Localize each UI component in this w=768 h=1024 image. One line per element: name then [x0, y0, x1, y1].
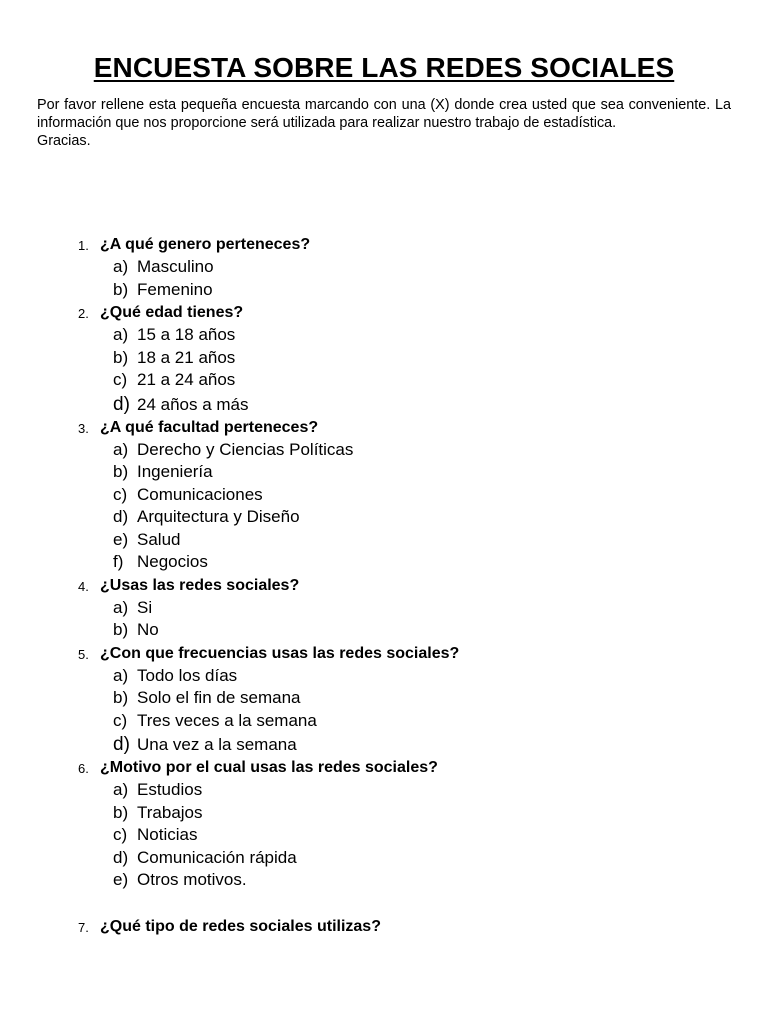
option-text: Estudios: [137, 780, 203, 799]
option-text: No: [137, 620, 159, 639]
option-list: [0, 665, 768, 757]
question-number: 6.: [78, 761, 89, 776]
answer-option[interactable]: [0, 619, 768, 642]
option-letter: b): [113, 688, 129, 707]
answer-option[interactable]: [0, 506, 768, 529]
answer-option[interactable]: [0, 484, 768, 507]
option-letter: b): [113, 279, 129, 299]
option-letter: b): [113, 462, 129, 481]
option-letter: a): [113, 439, 129, 459]
option-letter: b): [113, 802, 129, 822]
question-1: [0, 233, 768, 301]
option-list: [0, 324, 768, 416]
answer-option[interactable]: [0, 439, 768, 462]
option-letter: d): [113, 393, 130, 415]
question-4: [0, 574, 768, 642]
option-text: 21 a 24 años: [137, 370, 236, 389]
intro-block: [37, 96, 731, 150]
answer-option[interactable]: [0, 847, 768, 870]
answer-option[interactable]: [0, 869, 768, 892]
option-list: [0, 779, 768, 892]
option-letter: a): [113, 257, 129, 276]
answer-option[interactable]: [0, 529, 768, 552]
answer-option[interactable]: [0, 461, 768, 484]
answer-option[interactable]: [0, 256, 768, 279]
option-text: 15 a 18 años: [137, 325, 236, 344]
question-text: ¿Motivo por el cual usas las redes sociales?: [100, 759, 438, 776]
answer-option[interactable]: [0, 392, 768, 416]
option-letter: d): [113, 734, 130, 755]
question-7: [0, 915, 768, 938]
question-text: ¿Usas las redes sociales?: [100, 576, 300, 594]
question-text: ¿Qué edad tienes?: [100, 304, 244, 321]
answer-option[interactable]: [0, 802, 768, 825]
option-text: Si: [137, 597, 153, 617]
option-text: Derecho y Ciencias Políticas: [137, 439, 354, 459]
option-text: Arquitectura y Diseño: [137, 507, 300, 526]
intro-paragraph: Por favor rellene esta pequeña encuesta marcando con una (X) donde crea usted que sea conveniente. La información que nos proporcione será utilizada para realizar nuestro trabajo de estadística.: [37, 97, 731, 131]
question-text: ¿A qué genero perteneces?: [100, 236, 311, 253]
question-header: [0, 301, 768, 324]
option-text: Una vez a la semana: [137, 735, 297, 754]
question-header: [0, 756, 768, 779]
question-text: ¿Qué tipo de redes sociales utilizas?: [100, 917, 381, 935]
question-2: [0, 301, 768, 416]
option-letter: a): [113, 665, 129, 685]
question-header: [0, 574, 768, 597]
option-text: Otros motivos.: [137, 870, 247, 889]
option-letter: b): [113, 620, 129, 639]
answer-option[interactable]: [0, 732, 768, 756]
option-text: Comunicaciones: [137, 484, 263, 504]
option-text: Negocios: [137, 552, 208, 571]
question-number: 4.: [78, 578, 89, 594]
answer-option[interactable]: [0, 324, 768, 347]
option-letter: a): [113, 325, 129, 344]
option-text: Trabajos: [137, 802, 203, 822]
option-text: Todo los días: [137, 665, 238, 685]
answer-option[interactable]: [0, 710, 768, 733]
question-number: 5.: [78, 646, 89, 662]
option-letter: d): [113, 507, 129, 526]
question-3: [0, 416, 768, 574]
option-letter: c): [113, 710, 128, 730]
option-text: 18 a 21 años: [137, 347, 236, 367]
answer-option[interactable]: [0, 779, 768, 802]
question-header: [0, 416, 768, 439]
question-header: [0, 642, 768, 665]
option-letter: e): [113, 529, 129, 549]
option-letter: e): [113, 870, 129, 889]
question-number: 3.: [78, 420, 89, 436]
option-letter: a): [113, 597, 129, 617]
option-text: Femenino: [137, 279, 213, 299]
option-letter: c): [113, 370, 128, 389]
question-5: [0, 642, 768, 757]
question-header: [0, 233, 768, 256]
option-text: Tres veces a la semana: [137, 710, 317, 730]
option-text: Comunicación rápida: [137, 847, 297, 867]
answer-option[interactable]: [0, 687, 768, 710]
option-list: [0, 597, 768, 642]
question-6: [0, 756, 768, 915]
option-text: Masculino: [137, 257, 214, 276]
answer-option[interactable]: [0, 665, 768, 688]
option-list: [0, 439, 768, 574]
answer-option[interactable]: [0, 369, 768, 392]
option-letter: b): [113, 347, 129, 367]
survey-title: ENCUESTA SOBRE LAS REDES SOCIALES: [93, 52, 675, 83]
thanks-text: Gracias.: [37, 133, 91, 149]
option-text: Ingeniería: [137, 462, 213, 481]
question-list: [0, 233, 768, 938]
answer-option[interactable]: [0, 347, 768, 370]
option-text: Noticias: [137, 825, 198, 844]
question-header: [0, 915, 768, 938]
answer-option[interactable]: [0, 597, 768, 620]
question-number: 1.: [78, 238, 89, 253]
question-number: 7.: [78, 919, 89, 935]
option-letter: c): [113, 825, 128, 844]
question-number: 2.: [78, 306, 89, 321]
answer-option[interactable]: [0, 824, 768, 847]
option-text: Solo el fin de semana: [137, 688, 301, 707]
option-letter: c): [113, 484, 128, 504]
question-text: ¿Con que frecuencias usas las redes sociales?: [100, 644, 460, 662]
option-list: [0, 256, 768, 301]
option-text: Salud: [137, 529, 181, 549]
option-text: 24 años a más: [137, 394, 249, 414]
blank-line: [0, 892, 768, 915]
answer-option[interactable]: [0, 279, 768, 302]
option-letter: a): [113, 780, 129, 799]
question-text: ¿A qué facultad perteneces?: [100, 418, 319, 436]
option-letter: d): [113, 847, 129, 867]
answer-option[interactable]: [0, 551, 768, 574]
option-letter: f): [113, 552, 124, 571]
